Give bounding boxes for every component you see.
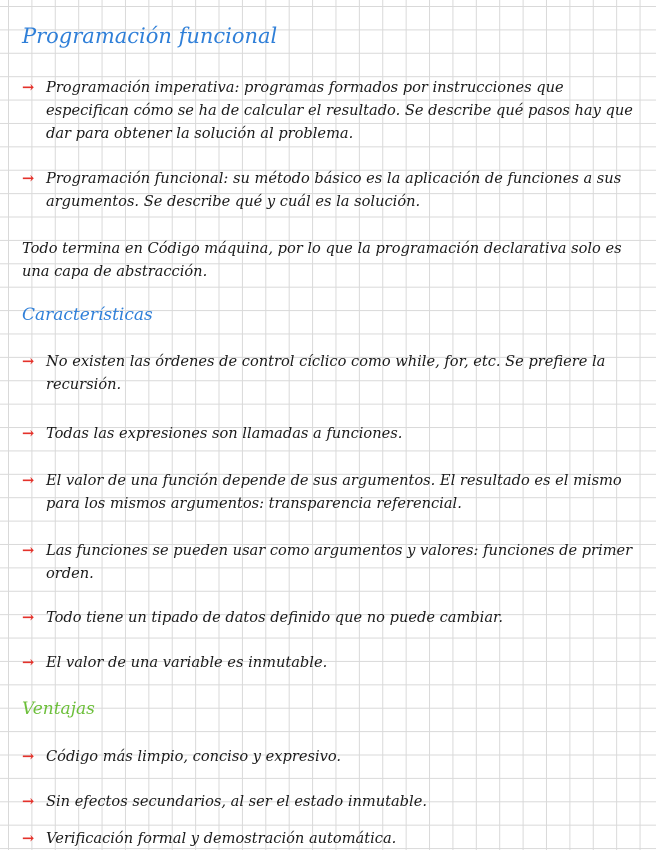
list-item-text: Las funciones se pueden usar como argumentos y valores: funciones de primer orden. [46, 542, 633, 582]
list-item [22, 350, 646, 396]
right-arrow-icon: → [22, 79, 35, 96]
list-item [22, 422, 646, 445]
list-item [22, 651, 646, 674]
right-arrow-icon: → [22, 609, 35, 626]
list-item-text: Verificación formal y demostración automática. [46, 830, 397, 847]
right-arrow-icon: → [22, 353, 35, 370]
list-item [22, 827, 646, 850]
list-item-text: Código más limpio, conciso y expresivo. [46, 748, 342, 765]
section-heading-features: Características [22, 305, 153, 325]
list-item-text: Sin efectos secundarios, al ser el estado inmutable. [46, 793, 427, 810]
list-item-text: Programación imperativa: programas formados por instrucciones que especifican cómo se ha de calcular el resultado. Se describe qué pasos hay que dar para obtener la solución al problema. [46, 79, 633, 142]
right-arrow-icon: → [22, 830, 35, 847]
right-arrow-icon: → [22, 472, 35, 489]
list-item [22, 469, 646, 515]
right-arrow-icon: → [22, 425, 35, 442]
paragraph: Todo termina en Código máquina, por lo que la programación declarativa solo es una capa de abstracción. [22, 240, 622, 280]
list-item-text: El valor de una variable es inmutable. [46, 654, 328, 671]
list-item-text: Todo tiene un tipado de datos definido que no puede cambiar. [46, 609, 504, 626]
right-arrow-icon: → [22, 793, 35, 810]
list-item [22, 539, 646, 585]
right-arrow-icon: → [22, 748, 35, 765]
section-heading-advantages: Ventajas [22, 699, 95, 719]
list-item-text: El valor de una función depende de sus argumentos. El resultado es el mismo para los mismos argumentos: transparencia referencial. [46, 472, 622, 512]
list-item-text: Todas las expresiones son llamadas a funciones. [46, 425, 403, 442]
list-item [22, 745, 646, 768]
right-arrow-icon: → [22, 654, 35, 671]
right-arrow-icon: → [22, 170, 35, 187]
list-item [22, 790, 646, 813]
list-item [22, 76, 646, 145]
list-item [22, 167, 646, 213]
right-arrow-icon: → [22, 542, 35, 559]
list-item-text: Programación funcional: su método básico es la aplicación de funciones a sus argumentos. Se describe qué y cuál es la solución. [46, 170, 622, 210]
page-title: Programación funcional [22, 24, 278, 48]
list-item [22, 606, 646, 629]
list-item-text: No existen las órdenes de control cíclico como while, for, etc. Se prefiere la recursión. [46, 353, 606, 393]
